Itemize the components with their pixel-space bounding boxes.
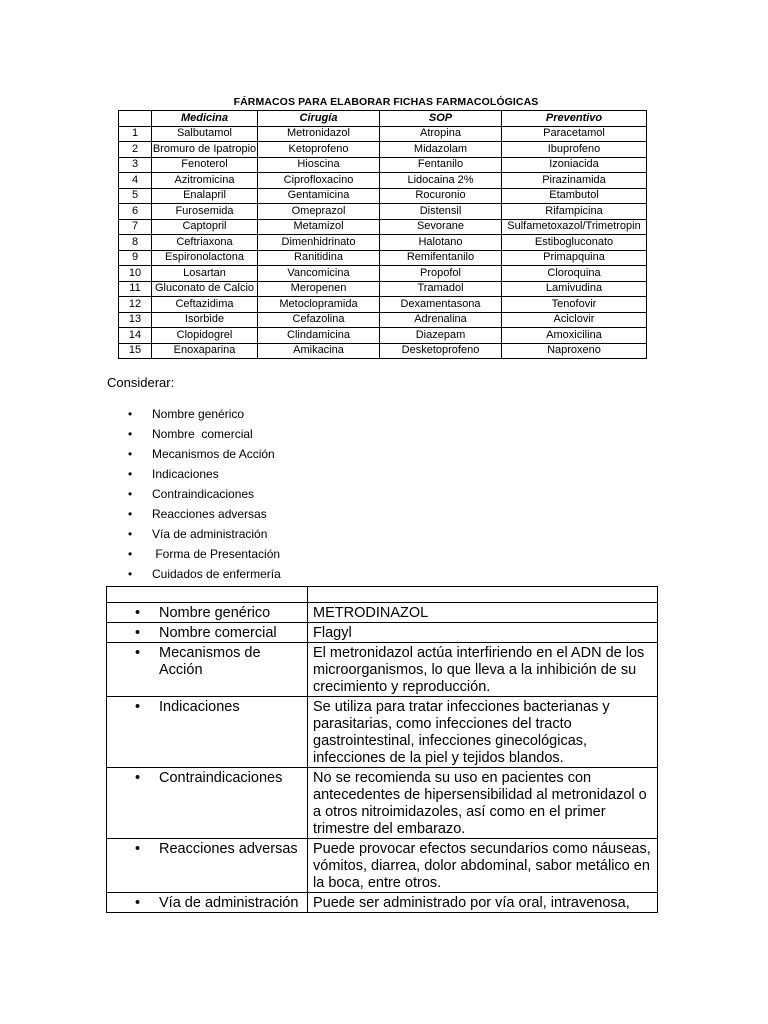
header-preventivo: Preventivo	[502, 111, 647, 127]
table-row	[119, 204, 647, 220]
list-item	[107, 404, 281, 424]
drug-cell: Propofol	[380, 266, 502, 282]
list-item	[107, 544, 281, 564]
row-number: 11	[119, 281, 152, 297]
card-label-text: Nombre genérico	[159, 605, 271, 621]
header-sop: SOP	[380, 111, 502, 127]
drug-cell: Paracetamol	[502, 126, 647, 142]
card-label-cell	[107, 839, 308, 893]
table-row	[119, 297, 647, 313]
card-label	[107, 699, 303, 716]
drug-table	[118, 110, 647, 359]
drug-cell: Estibogluconato	[502, 235, 647, 251]
drug-cell: Ceftazidima	[152, 297, 258, 313]
table-row	[119, 219, 647, 235]
list-item-text: Cuidados de enfermería	[152, 567, 281, 581]
bullet-icon: •	[135, 770, 141, 786]
row-number: 4	[119, 173, 152, 189]
table-row	[119, 328, 647, 344]
drug-cell: Captopril	[152, 219, 258, 235]
drug-cell: Distensil	[380, 204, 502, 220]
drug-cell: Gentamicina	[258, 188, 380, 204]
drug-cell: Izoniacida	[502, 157, 647, 173]
list-item	[107, 464, 281, 484]
drug-card-table	[106, 586, 658, 913]
drug-cell: Naproxeno	[502, 343, 647, 359]
drug-cell: Losartan	[152, 266, 258, 282]
card-label	[107, 770, 303, 787]
page-title: FÁRMACOS PARA ELABORAR FICHAS FARMACOLÓGICAS	[233, 96, 539, 108]
list-item	[107, 444, 281, 464]
drug-cell: Salbutamol	[152, 126, 258, 142]
card-value: El metronidazol actúa interfiriendo en el ADN de los microorganismos, lo que lleva a la inhibición de su crecimiento y reproducción.	[308, 643, 658, 697]
drug-cell: Clopidogrel	[152, 328, 258, 344]
row-number: 2	[119, 142, 152, 158]
card-label	[107, 645, 303, 679]
drug-cell: Gluconato de Calcio	[152, 281, 258, 297]
card-label	[107, 895, 303, 912]
drug-cell: Isorbide	[152, 312, 258, 328]
drug-cell: Amoxicilina	[502, 328, 647, 344]
drug-cell: Enoxaparina	[152, 343, 258, 359]
list-item-text: Indicaciones	[152, 467, 219, 481]
card-row	[107, 643, 658, 697]
drug-cell: Cloroquina	[502, 266, 647, 282]
card-row	[107, 768, 658, 839]
table-row	[119, 250, 647, 266]
drug-cell: Vancomicina	[258, 266, 380, 282]
table-row	[119, 235, 647, 251]
bullet-icon: •	[135, 605, 141, 621]
card-label-text: Contraindicaciones	[159, 770, 283, 786]
drug-table-header	[119, 111, 647, 127]
drug-cell: Amikacina	[258, 343, 380, 359]
row-number: 1	[119, 126, 152, 142]
drug-cell: Furosemida	[152, 204, 258, 220]
list-item	[107, 484, 281, 504]
drug-cell: Sulfametoxazol/Trimetropin	[502, 219, 647, 235]
drug-cell: Sevorane	[380, 219, 502, 235]
card-label	[107, 625, 303, 642]
card-row	[107, 697, 658, 768]
drug-cell: Lidocaina 2%	[380, 173, 502, 189]
drug-cell: Omeprazol	[258, 204, 380, 220]
card-empty-cell	[107, 587, 308, 603]
drug-cell: Remifentanilo	[380, 250, 502, 266]
card-header-row	[107, 587, 658, 603]
card-value: Puede ser administrado por vía oral, intravenosa,	[308, 893, 658, 913]
card-label-cell	[107, 893, 308, 913]
table-row	[119, 126, 647, 142]
drug-cell: Fenoterol	[152, 157, 258, 173]
list-item-text: Mecanismos de Acción	[152, 447, 275, 461]
card-value: Flagyl	[308, 623, 658, 643]
card-row	[107, 603, 658, 623]
card-label	[107, 841, 303, 858]
drug-cell: Rocuronio	[380, 188, 502, 204]
drug-cell: Espironolactona	[152, 250, 258, 266]
drug-cell: Enalapril	[152, 188, 258, 204]
drug-cell: Ciprofloxacino	[258, 173, 380, 189]
drug-cell: Dimenhidrinato	[258, 235, 380, 251]
card-row	[107, 893, 658, 913]
card-value: Puede provocar efectos secundarios como náuseas, vómitos, diarrea, dolor abdominal, sabor metálico en la boca, entre otros.	[308, 839, 658, 893]
list-item	[107, 504, 281, 524]
drug-cell: Primapquina	[502, 250, 647, 266]
drug-cell: Bromuro de Ipatropio	[152, 142, 258, 158]
header-number	[119, 111, 152, 127]
drug-cell: Halotano	[380, 235, 502, 251]
bullet-icon: •	[128, 487, 133, 501]
drug-cell: Desketoprofeno	[380, 343, 502, 359]
consider-label: Considerar:	[107, 375, 175, 390]
card-row	[107, 623, 658, 643]
card-empty-cell	[308, 587, 658, 603]
consider-list	[107, 404, 281, 584]
list-item-text: Contraindicaciones	[152, 487, 255, 501]
bullet-icon: •	[135, 699, 141, 715]
row-number: 8	[119, 235, 152, 251]
table-row	[119, 266, 647, 282]
drug-cell: Etambutol	[502, 188, 647, 204]
bullet-icon: •	[128, 547, 133, 561]
card-label-cell	[107, 623, 308, 643]
drug-cell: Ranitidina	[258, 250, 380, 266]
bullet-icon: •	[128, 567, 133, 581]
drug-cell: Adrenalina	[380, 312, 502, 328]
row-number: 9	[119, 250, 152, 266]
card-label-text: Mecanismos de Acción	[159, 645, 261, 678]
drug-cell: Midazolam	[380, 142, 502, 158]
list-item	[107, 424, 281, 444]
drug-cell: Rifampicina	[502, 204, 647, 220]
card-label-text: Vía de administración	[159, 895, 299, 911]
drug-cell: Tenofovir	[502, 297, 647, 313]
card-label-cell	[107, 768, 308, 839]
drug-cell: Tramadol	[380, 281, 502, 297]
card-label-cell	[107, 603, 308, 623]
card-label-cell	[107, 697, 308, 768]
list-item-text: Forma de Presentación	[152, 547, 281, 561]
bullet-icon: •	[128, 467, 133, 481]
card-label-text: Indicaciones	[159, 699, 240, 715]
card-label	[107, 605, 303, 622]
row-number: 14	[119, 328, 152, 344]
bullet-icon: •	[135, 895, 141, 911]
card-value: METRODINAZOL	[308, 603, 658, 623]
table-row	[119, 281, 647, 297]
list-item-text: Nombre comercial	[152, 427, 253, 441]
header-cirugia: Cirugía	[258, 111, 380, 127]
card-row	[107, 839, 658, 893]
drug-cell: Metamizol	[258, 219, 380, 235]
list-item-text: Reacciones adversas	[152, 507, 267, 521]
bullet-icon: •	[135, 645, 141, 661]
list-item-text: Nombre genérico	[152, 407, 245, 421]
list-item-text: Vía de administración	[152, 527, 268, 541]
drug-cell: Ibuprofeno	[502, 142, 647, 158]
bullet-icon: •	[128, 407, 133, 421]
bullet-icon: •	[128, 447, 133, 461]
list-item	[107, 524, 281, 544]
table-row	[119, 188, 647, 204]
drug-cell: Clindamicina	[258, 328, 380, 344]
table-row	[119, 312, 647, 328]
drug-cell: Azitromicina	[152, 173, 258, 189]
table-row	[119, 343, 647, 359]
list-item	[107, 564, 281, 584]
drug-cell: Meropenen	[258, 281, 380, 297]
card-label-text: Nombre comercial	[159, 625, 277, 641]
card-value: No se recomienda su uso en pacientes con antecedentes de hipersensibilidad al metronidazol o a otros nitroimidazoles, así como en el primer trimestre del embarazo.	[308, 768, 658, 839]
bullet-icon: •	[135, 625, 141, 641]
drug-cell: Metronidazol	[258, 126, 380, 142]
drug-cell: Diazepam	[380, 328, 502, 344]
row-number: 10	[119, 266, 152, 282]
drug-cell: Metoclopramida	[258, 297, 380, 313]
drug-cell: Fentanilo	[380, 157, 502, 173]
row-number: 5	[119, 188, 152, 204]
drug-cell: Lamivudina	[502, 281, 647, 297]
drug-cell: Atropina	[380, 126, 502, 142]
card-label-text: Reacciones adversas	[159, 841, 298, 857]
row-number: 7	[119, 219, 152, 235]
header-medicina: Medicina	[152, 111, 258, 127]
table-row	[119, 142, 647, 158]
drug-cell: Dexamentasona	[380, 297, 502, 313]
drug-cell: Aciclovir	[502, 312, 647, 328]
drug-cell: Ceftriaxona	[152, 235, 258, 251]
drug-cell: Hioscina	[258, 157, 380, 173]
drug-cell: Cefazolina	[258, 312, 380, 328]
row-number: 15	[119, 343, 152, 359]
row-number: 12	[119, 297, 152, 313]
drug-cell: Ketoprofeno	[258, 142, 380, 158]
row-number: 6	[119, 204, 152, 220]
card-value: Se utiliza para tratar infecciones bacterianas y parasitarias, como infecciones del tracto gastrointestinal, infecciones ginecológicas, infecciones de la piel y tejidos blandos.	[308, 697, 658, 768]
bullet-icon: •	[128, 527, 133, 541]
bullet-icon: •	[128, 507, 133, 521]
bullet-icon: •	[128, 427, 133, 441]
bullet-icon: •	[135, 841, 141, 857]
table-row	[119, 173, 647, 189]
table-row	[119, 157, 647, 173]
row-number: 13	[119, 312, 152, 328]
card-label-cell	[107, 643, 308, 697]
drug-cell: Pirazinamida	[502, 173, 647, 189]
row-number: 3	[119, 157, 152, 173]
